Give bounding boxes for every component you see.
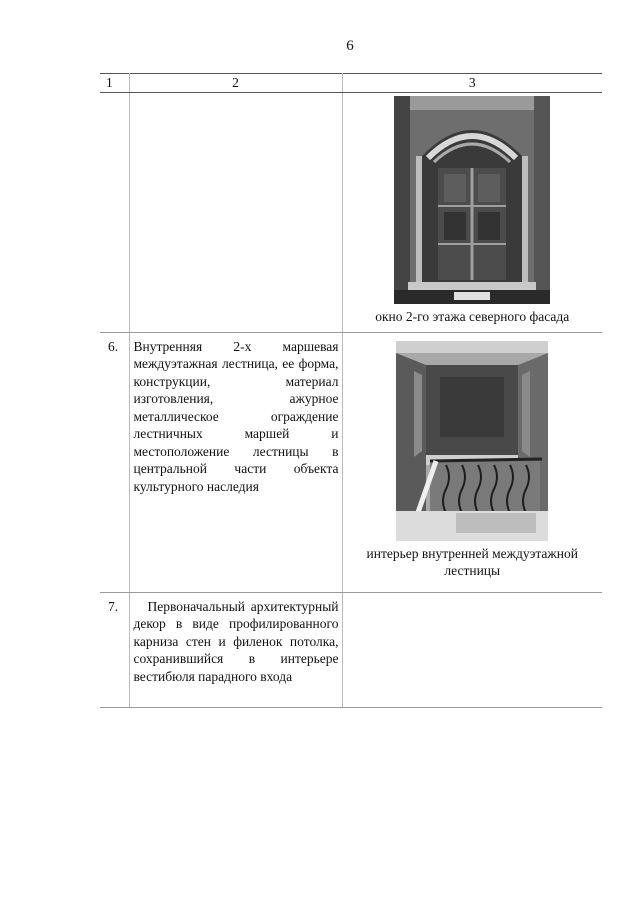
table-row: [100, 92, 602, 332]
row-number: 7.: [100, 592, 129, 707]
row-image-cell: [342, 92, 602, 332]
table-header-row: [100, 74, 602, 93]
page-number: 6: [346, 38, 354, 54]
row-description: Первоначальный архитектурный декор в виде профилированного карниза стен и филенок потолка, сохранившийся в интерьере вестибюля парадного входа: [129, 592, 342, 707]
staircase-photo: [396, 341, 548, 541]
window-photo: [394, 96, 550, 304]
row-image-cell: [342, 592, 602, 707]
table-row: [100, 592, 602, 707]
row-number: [100, 92, 129, 332]
header-col-3: 3: [342, 74, 602, 93]
row-image-cell: [342, 332, 602, 592]
row-number: 6.: [100, 332, 129, 592]
row-description: Внутренняя 2-х маршевая междуэтажная лестница, ее форма, конструкции, материал изготовления, ажурное металлическое ограждение лестничных маршей и местоположение лестницы в центральной части объекта культурного наследия: [129, 332, 342, 592]
heritage-table: [100, 73, 602, 708]
header-col-1: 1: [100, 74, 129, 93]
row-description: [129, 92, 342, 332]
header-col-2: 2: [129, 74, 342, 93]
table-row: [100, 332, 602, 592]
photo-caption: интерьер внутренней междуэтажной лестницы: [366, 545, 578, 578]
photo-caption: окно 2-го этажа северного фасада: [375, 308, 570, 324]
